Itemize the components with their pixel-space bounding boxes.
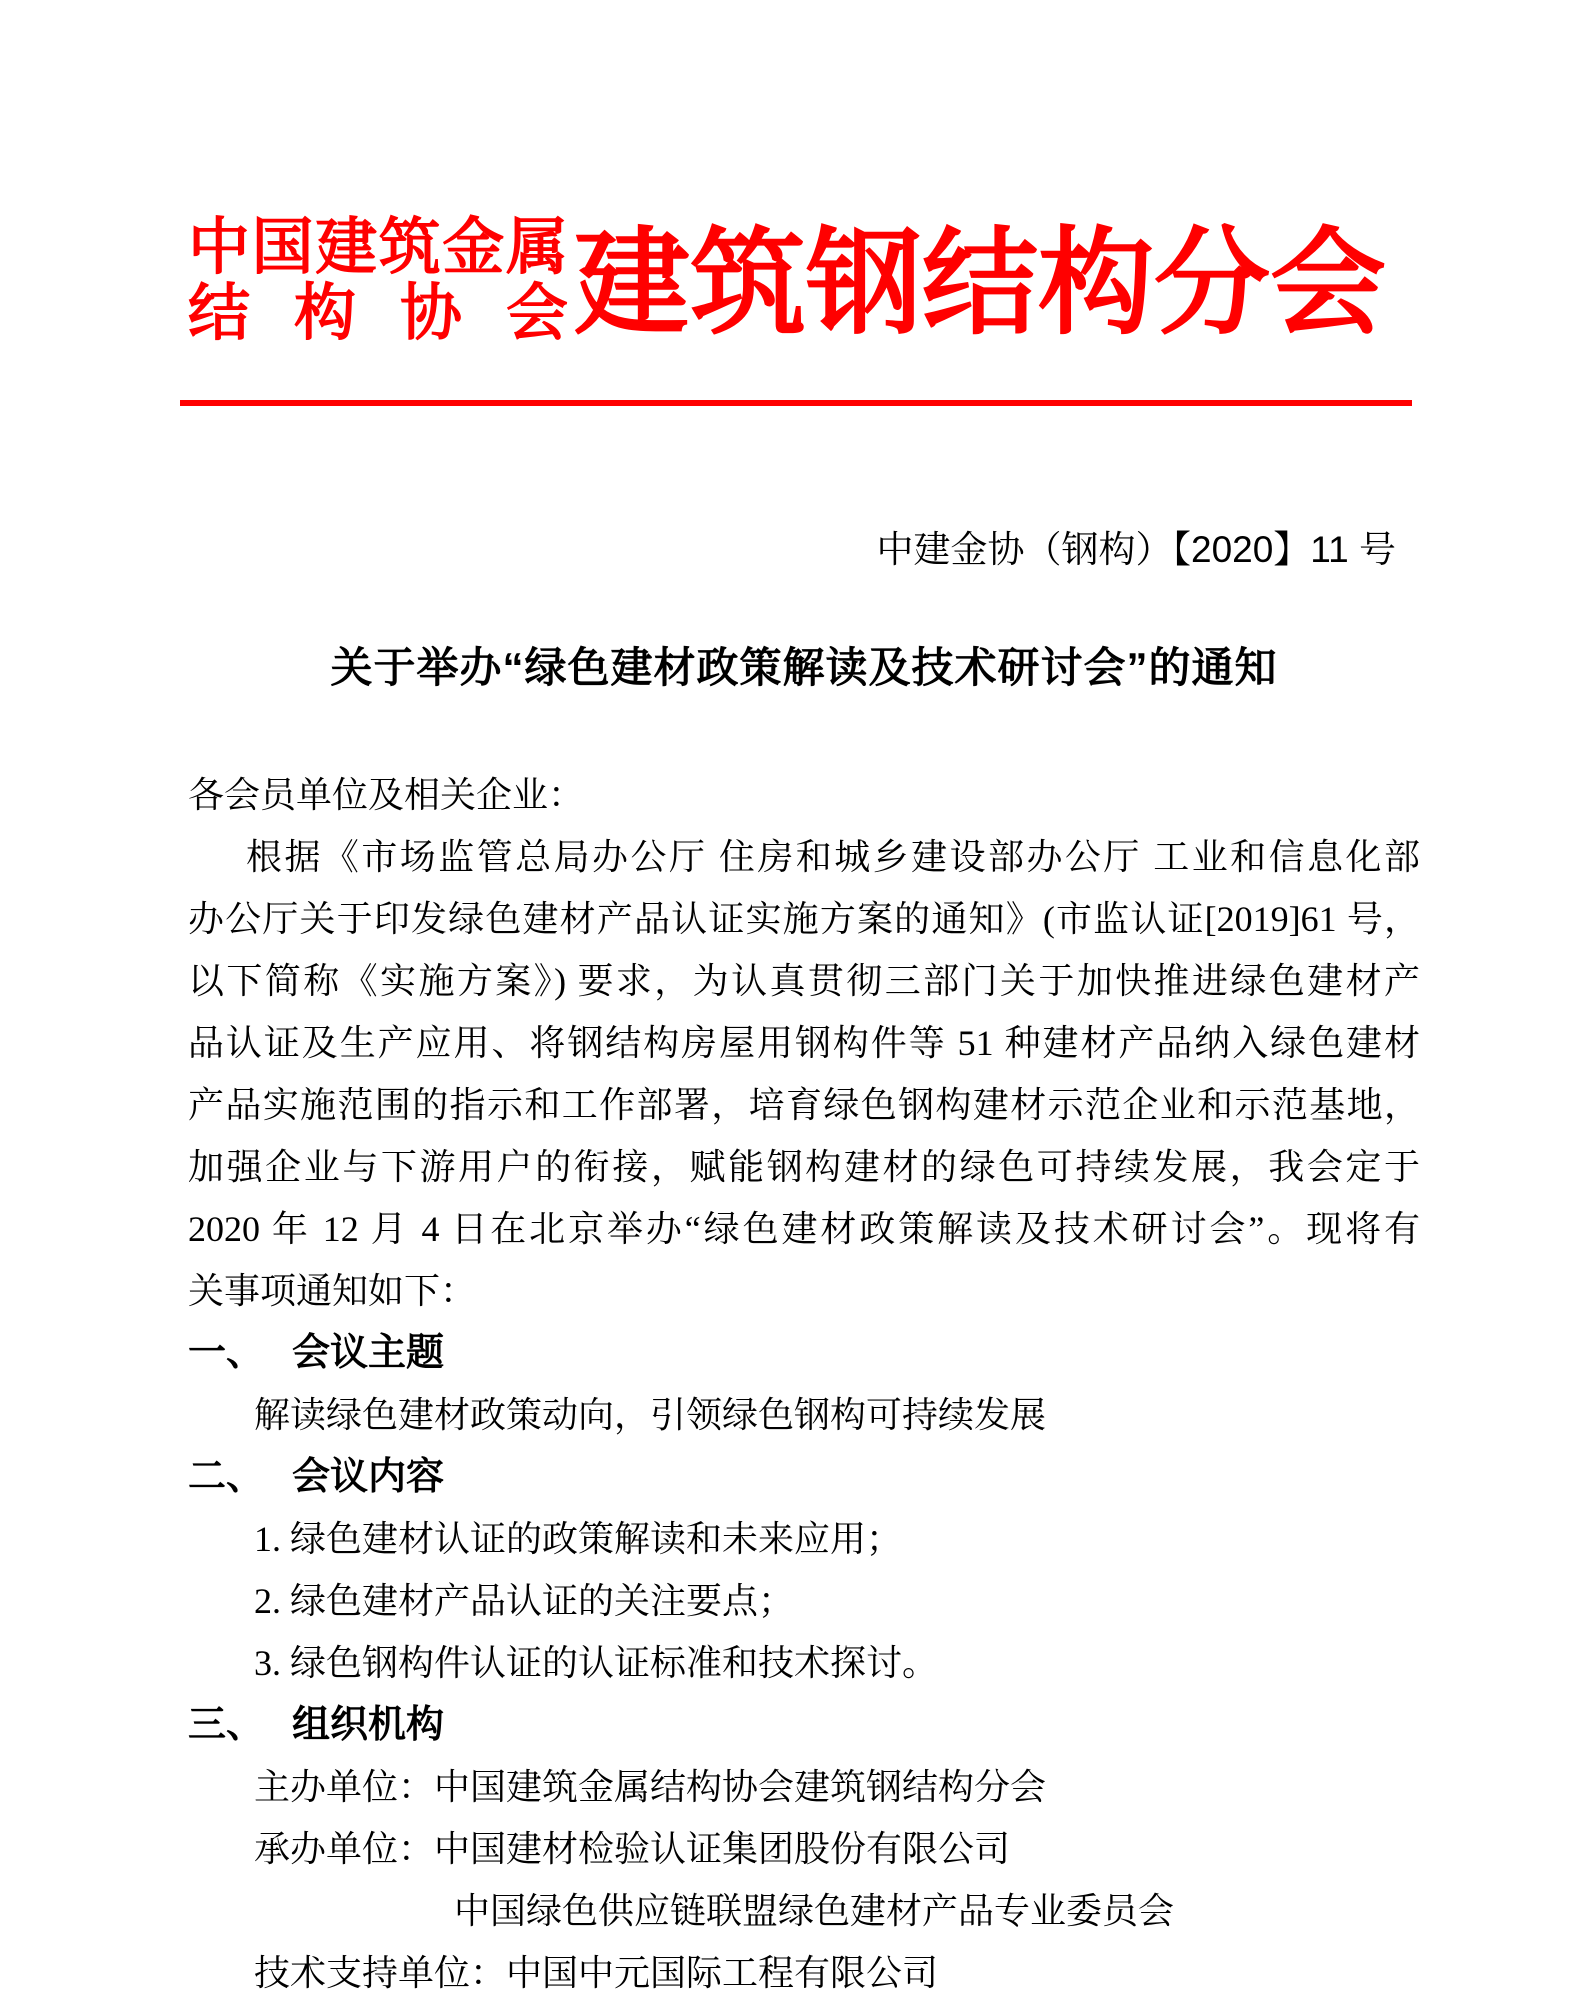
document-number: 中建金协（钢构）【2020】11 号: [876, 529, 1396, 570]
paragraph-line: 产品实施范围的指示和工作部署，培育绿色钢构建材示范企业和示范基地，: [188, 1085, 1420, 1125]
list-item: 1. 绿色建材认证的政策解读和未来应用；: [254, 1519, 903, 1559]
association-name-line2: 结构协会: [188, 280, 568, 348]
section-heading-organization: [188, 1694, 1420, 1756]
list-item: 2. 绿色建材产品认证的关注要点；: [254, 1581, 795, 1621]
org-line-host: 主办单位：中国建筑金属结构协会建筑钢结构分会: [254, 1767, 1047, 1807]
section-title: 组织机构: [292, 1704, 445, 1746]
association-name-line1: 中国建筑金属: [188, 214, 568, 282]
section-title: 会议内容: [292, 1456, 445, 1498]
paragraph-line: 关事项通知如下：: [188, 1271, 477, 1311]
association-name: [188, 215, 568, 347]
paragraph-line: 办公厅关于印发绿色建材产品认证实施方案的通知》(市监认证[2019]61 号，: [188, 899, 1420, 939]
section-heading-meeting-theme: [188, 1322, 1420, 1384]
paragraph-line: 以下简称《实施方案》) 要求，为认真贯彻三部门关于加快推进绿色建材产: [188, 961, 1420, 1001]
paragraph-line: 品认证及生产应用、将钢结构房屋用钢构件等 51 种建材产品纳入绿色建材: [188, 1023, 1420, 1063]
intro-paragraph: [188, 826, 1420, 1322]
document-body: [188, 764, 1420, 2004]
section-number: 一、: [188, 1332, 265, 1374]
section-heading-meeting-content: [188, 1446, 1420, 1508]
section-number: 三、: [188, 1704, 265, 1746]
paragraph-line: 加强企业与下游用户的衔接，赋能钢构建材的绿色可持续发展，我会定于: [188, 1147, 1420, 1187]
org-line-technical-support: 技术支持单位：中国中元国际工程有限公司: [254, 1953, 939, 1993]
paragraph-line: 2020 年 12 月 4 日在北京举办“绿色建材政策解读及技术研讨会”。现将有: [188, 1209, 1420, 1249]
letterhead-divider-line: [180, 400, 1412, 406]
org-line-organizer-continued: 中国绿色供应链联盟绿色建材产品专业委员会: [454, 1891, 1175, 1931]
document-title: 关于举办“绿色建材政策解读及技术研讨会”的通知: [330, 644, 1278, 691]
org-line-organizer: 承办单位：中国建材检验认证集团股份有限公司: [254, 1829, 1011, 1869]
list-item: 3. 绿色钢构件认证的认证标准和技术探讨。: [254, 1643, 939, 1683]
letterhead: [188, 214, 1386, 351]
meeting-theme-text: 解读绿色建材政策动向，引领绿色钢构可持续发展: [254, 1395, 1047, 1435]
branch-title: 建筑钢结构分会: [574, 215, 1386, 351]
section-number: 二、: [188, 1456, 265, 1498]
section-title: 会议主题: [292, 1332, 445, 1374]
paragraph-line: 根据《市场监管总局办公厅 住房和城乡建设部办公厅 工业和信息化部: [246, 837, 1420, 877]
salutation: 各会员单位及相关企业：: [188, 775, 585, 815]
